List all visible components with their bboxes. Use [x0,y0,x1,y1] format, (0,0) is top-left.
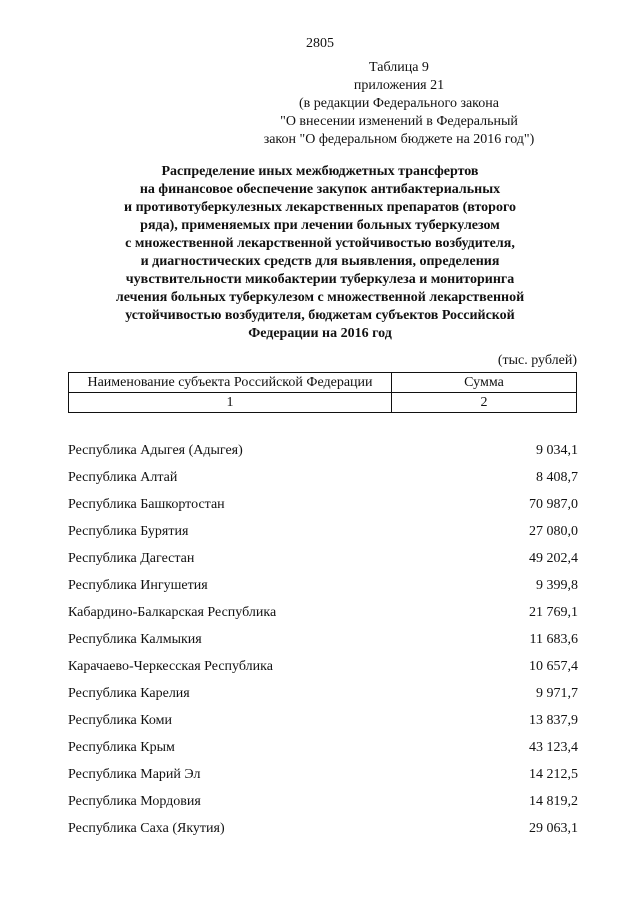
page-number: 2805 [306,36,334,51]
subject-name: Республика Коми [68,713,172,728]
table-row [68,707,578,734]
subject-name: Республика Ингушетия [68,578,208,593]
title-line: лечения больных туберкулезом с множественной лекарственной [115,290,525,305]
table-header [68,372,577,413]
header-col-number-1: 1 [69,393,392,413]
title-line: с множественной лекарственной устойчивостью возбудителя, [125,236,515,251]
subject-amount: 29 063,1 [529,821,578,836]
subject-name: Республика Алтай [68,470,178,485]
annex-line: приложения 21 [353,78,445,93]
table-body [68,437,578,842]
document-title [95,163,545,343]
subject-amount: 9 034,1 [536,443,578,458]
table-row [68,761,578,788]
subject-amount: 11 683,6 [529,632,578,647]
subject-name: Республика Саха (Якутия) [68,821,225,836]
subject-amount: 8 408,7 [536,470,578,485]
title-line: Распределение иных межбюджетных трансфертов [161,164,479,179]
table-row [68,572,578,599]
annex-reference [234,59,564,149]
title-line: чувствительности микобактерии туберкулеза и мониторинга [125,272,515,287]
subject-name: Республика Башкортостан [68,497,225,512]
subject-name: Республика Карелия [68,686,190,701]
header-row [69,373,577,393]
table-row [68,653,578,680]
table-row [68,626,578,653]
table-row [68,491,578,518]
subject-amount: 9 971,7 [536,686,578,701]
subject-name: Кабардино-Балкарская Республика [68,605,277,620]
subject-name: Республика Мордовия [68,794,201,809]
title-line: и противотуберкулезных лекарственных препаратов (второго [124,200,516,215]
table-row [68,437,578,464]
table-row [68,518,578,545]
subject-amount: 43 123,4 [529,740,578,755]
annex-line: Таблица 9 [369,60,429,75]
subject-name: Республика Калмыкия [68,632,202,647]
subject-amount: 49 202,4 [529,551,578,566]
table-row [68,599,578,626]
header-number-row [69,393,577,413]
subject-name: Республика Адыгея (Адыгея) [68,443,243,458]
table-row [68,788,578,815]
header-subject-name: Наименование субъекта Российской Федерации [69,373,392,393]
subject-name: Карачаево-Черкесская Республика [68,659,273,674]
table-row [68,545,578,572]
title-line: Федерации на 2016 год [248,326,392,341]
annex-line: (в редакции Федерального закона [299,96,499,111]
subject-name: Республика Дагестан [68,551,195,566]
subject-amount: 14 819,2 [529,794,578,809]
title-line: устойчивостью возбудителя, бюджетам субъектов Российской [125,308,515,323]
title-line: и диагностических средств для выявления, определения [140,254,500,269]
title-line: ряда), применяемых при лечении больных туберкулезом [140,218,500,233]
title-line: на финансовое обеспечение закупок антибактериальных [139,182,501,197]
table-row [68,680,578,707]
header-amount: Сумма [392,373,577,393]
subject-amount: 13 837,9 [529,713,578,728]
subject-name: Республика Бурятия [68,524,189,539]
subject-amount: 70 987,0 [529,497,578,512]
table-row [68,734,578,761]
annex-line: закон "О федеральном бюджете на 2016 год") [263,132,535,147]
subject-amount: 10 657,4 [529,659,578,674]
subject-amount: 27 080,0 [529,524,578,539]
subject-amount: 21 769,1 [529,605,578,620]
subject-amount: 14 212,5 [529,767,578,782]
header-col-number-2: 2 [392,393,577,413]
subject-amount: 9 399,8 [536,578,578,593]
subject-name: Республика Марий Эл [68,767,201,782]
units-label: (тыс. рублей) [497,353,577,368]
subject-name: Республика Крым [68,740,175,755]
table-row [68,815,578,842]
annex-line: "О внесении изменений в Федеральный [280,114,518,129]
table-row [68,464,578,491]
